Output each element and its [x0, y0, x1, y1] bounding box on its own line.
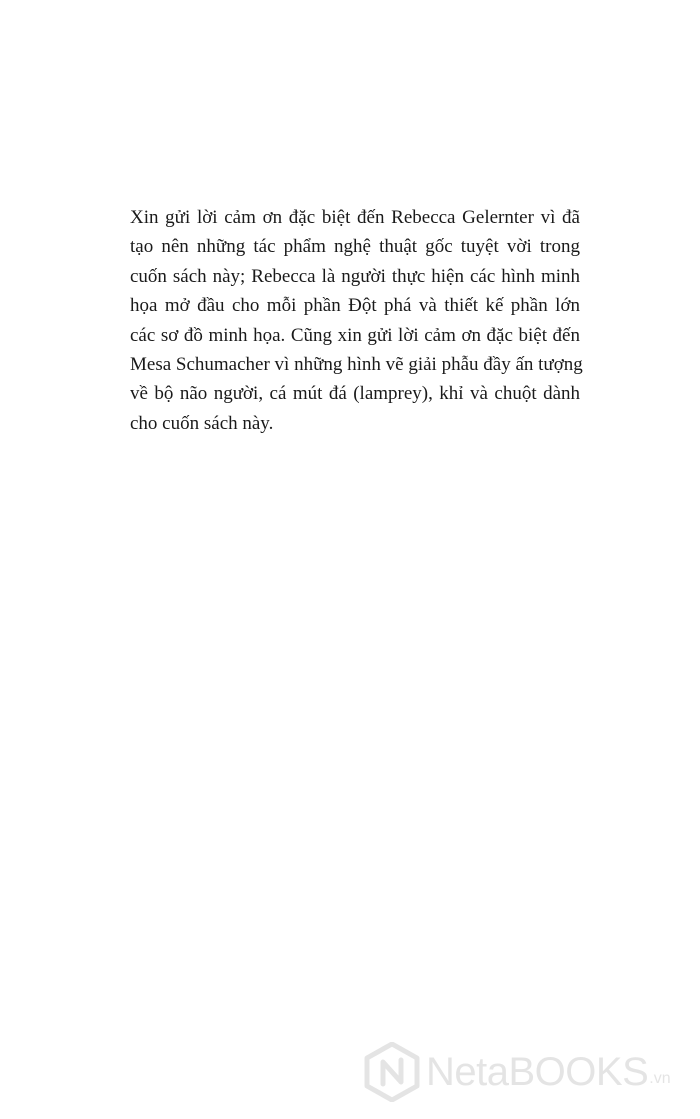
hexagon-n-logo-icon: [364, 1042, 420, 1102]
acknowledgement-paragraph: [130, 203, 583, 438]
paragraph-line: về bộ não người, cá mút đá (lamprey), khỉ và chuột dành: [130, 383, 580, 405]
paragraph-line: Xin gửi lời cảm ơn đặc biệt đến Rebecca Gelernter vì đã: [130, 207, 580, 228]
paragraph-line: cuốn sách này; Rebecca là người thực hiện các hình minh: [130, 265, 580, 287]
paragraph-line: tạo nên những tác phẩm nghệ thuật gốc tuyệt vời trong: [130, 236, 580, 258]
paragraph-line: cho cuốn sách này.: [130, 412, 274, 434]
paragraph-line: Mesa Schumacher vì những hình vẽ giải phẫu đầy ấn tượng: [130, 354, 583, 376]
netabooks-watermark: [364, 1042, 671, 1102]
paragraph-line: họa mở đầu cho mỗi phần Đột phá và thiết kế phần lớn: [130, 295, 580, 317]
watermark-domain-suffix: .vn: [649, 1070, 671, 1087]
paragraph-line: các sơ đồ minh họa. Cũng xin gửi lời cảm ơn đặc biệt đến: [130, 324, 580, 346]
watermark-brand-text: NetaBOOKS: [426, 1050, 649, 1094]
